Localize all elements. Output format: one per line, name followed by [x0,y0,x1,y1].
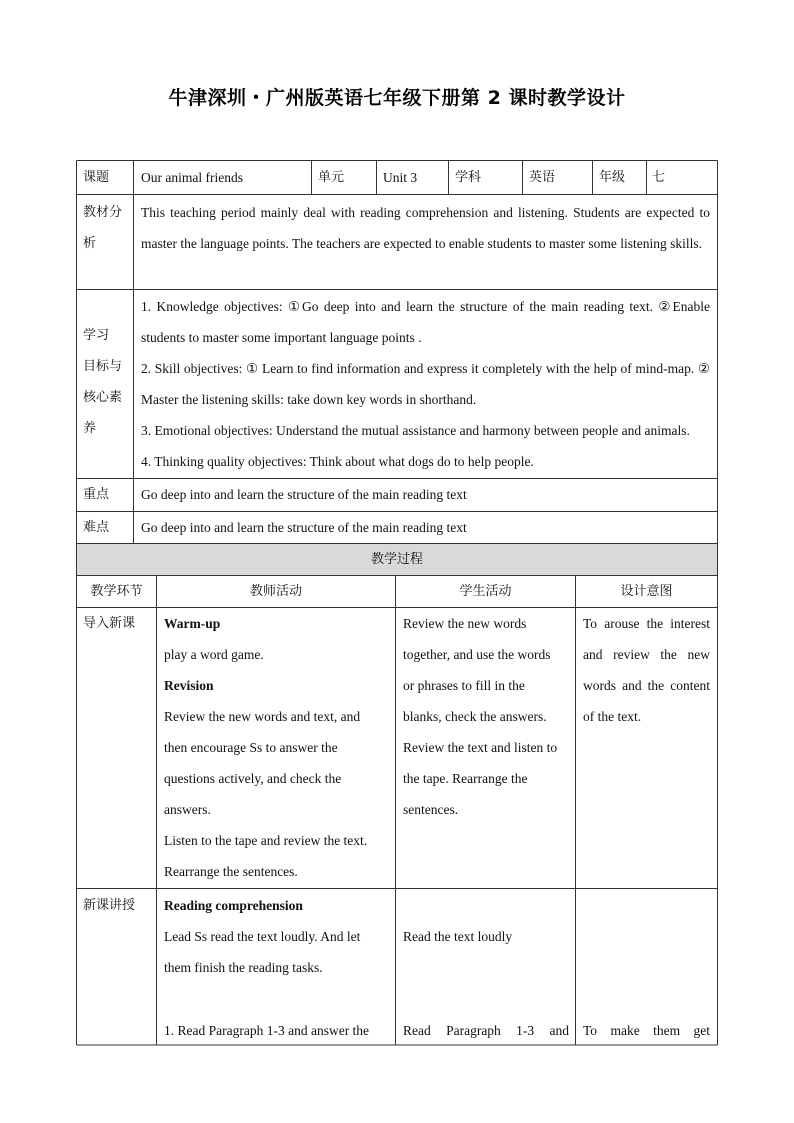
objectives-label-line: 目标与 [83,359,123,374]
revision-line: Listen to the tape and review the text. [164,833,368,848]
column-header-purpose: 设计意图 [620,584,673,599]
analysis-label [83,197,122,259]
lead-in-teacher-activity [164,608,390,887]
revision-title: Revision [164,678,214,693]
objectives-label-line: 核心素 [83,390,123,405]
objective-item: 2. Skill objectives: ① Learn to find information and express it completely with the help of mind-map. ② Master the listening skills: take down key words in shorthand. [141,361,710,407]
new-lesson-student-line: Read the text loudly [403,929,513,944]
reading-line: them finish the reading tasks. [164,960,323,975]
objective-item: 1. Knowledge objectives: ①Go deep into and learn the structure of the main reading text. ②Enable students to master some important language points . [141,299,710,345]
key-point-text: Go deep into and learn the structure of the main reading text [141,487,467,502]
analysis-text: This teaching period mainly deal with reading comprehension and listening. Students are expected to master the language points. The teachers are expected to enable students to master some listening skills. [141,205,710,251]
stage-new-lesson: 新课讲授 [83,898,136,913]
new-lesson-purpose: To make them get [583,1023,710,1038]
stage-lead-in: 导入新课 [83,616,136,631]
objective-item: 3. Emotional objectives: Understand the mutual assistance and harmony between people and animals. [141,423,690,438]
warmup-line: play a word game. [164,647,264,662]
student-line: Review the text and listen to [403,740,558,755]
grade-label: 年级 [599,170,626,185]
column-header-student: 学生活动 [459,584,512,599]
reading-title: Reading comprehension [164,898,303,913]
new-lesson-teacher-activity [164,890,390,983]
new-lesson-student-line2: Read Paragraph 1-3 and [403,1023,569,1038]
key-point-label: 重点 [83,487,110,502]
document-title: 牛津深圳・广州版英语七年级下册第 2 课时教学设计 [168,87,626,109]
difficult-point-label: 难点 [83,520,110,535]
analysis-label-line1: 教材分 [83,205,123,220]
grade-value: 七 [652,170,666,185]
student-line: Review the new words [403,616,527,631]
objectives-label-line: 学习 [83,328,110,343]
analysis-label-line2: 析 [83,236,97,251]
lead-in-student-activity [403,608,569,825]
student-line: the tape. Rearrange the [403,771,528,786]
difficult-point-text: Go deep into and learn the structure of the main reading text [141,520,467,535]
subject-label: 学科 [455,170,482,185]
lead-in-purpose: To arouse the interest and review the new words and the content of the text. [583,616,710,724]
column-header-stage: 教学环节 [90,584,143,599]
column-header-teacher: 教师活动 [249,584,302,599]
revision-line: then encourage Ss to answer the [164,740,338,755]
reading-line: Lead Ss read the text loudly. And let [164,929,361,944]
objectives-label-line: 养 [83,421,97,436]
student-line: sentences. [403,802,459,817]
unit-label: 单元 [318,170,345,185]
objectives-label [83,320,122,444]
topic-label: 课题 [83,170,110,185]
student-line: or phrases to fill in the [403,678,525,693]
revision-line: Review the new words and text, and [164,709,361,724]
reading-step-1: 1. Read Paragraph 1-3 and answer the [164,1023,370,1038]
student-line: blanks, check the answers. [403,709,547,724]
warmup-title: Warm-up [164,616,221,631]
student-line: together, and use the words [403,647,551,662]
revision-line: answers. [164,802,211,817]
objective-item: 4. Thinking quality objectives: Think about what dogs do to help people. [141,454,534,469]
objectives-list [141,291,710,477]
subject-value: 英语 [529,170,556,185]
process-header: 教学过程 [370,552,423,567]
revision-line: Rearrange the sentences. [164,864,298,879]
unit-value: Unit 3 [383,170,418,185]
revision-line: questions actively, and check the [164,771,342,786]
topic-value: Our animal friends [141,170,243,185]
